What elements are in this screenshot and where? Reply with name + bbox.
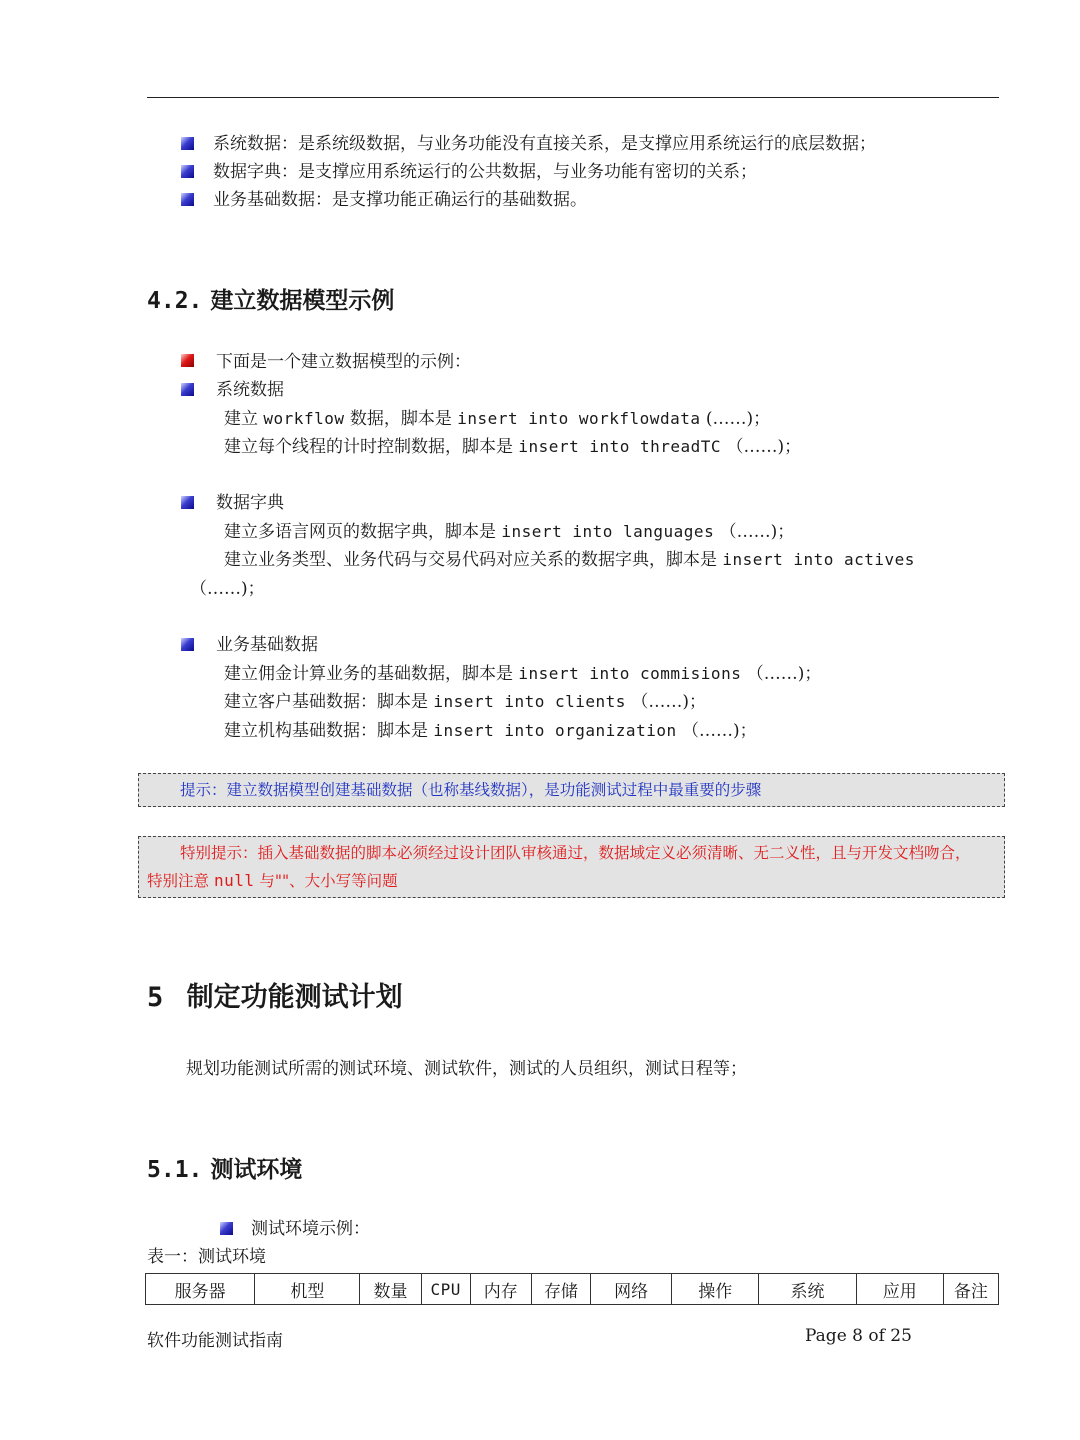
script-line: 建立客户基础数据：脚本是 insert into clients （……)； [224,692,706,712]
table-header-row [146,1274,999,1305]
bullet-square-icon [181,638,194,651]
footer-doc-title: 软件功能测试指南 [147,1331,283,1351]
script-line: 建立每个线程的计时控制数据，脚本是 insert into threadTC （……)； [224,437,802,457]
table-header-cell: CPU [421,1274,470,1305]
warning-text-line-1: 特别提示：插入基础数据的脚本必须经过设计团队审核通过，数据域定义必须清晰、无二义性，且与开发文档吻合， [180,844,971,862]
section-title: 建立数据模型示例 [210,287,395,314]
table-header-cell: 内存 [470,1274,531,1305]
header-rule [147,97,999,98]
bullet-square-icon [181,193,194,206]
bullet-square-icon [220,1222,233,1235]
warning-box [138,836,1005,898]
table-header-cell: 应用 [856,1274,943,1305]
section-number: 5 [147,982,164,1013]
script-line: 建立业务类型、业务代码与交易代码对应关系的数据字典，脚本是 insert into actives [224,550,915,570]
script-line: 建立 workflow 数据，脚本是 insert into workflowdata (……)； [224,409,771,429]
top-bullet-text: 系统数据：是系统级数据，与业务功能没有直接关系，是支撑应用系统运行的底层数据； [213,134,876,154]
env-example-label: 测试环境示例： [251,1219,370,1239]
script-line: 建立佣金计算业务的基础数据，脚本是 insert into commisions （……)； [224,664,822,684]
table-header-cell: 存储 [531,1274,590,1305]
footer-page-number: Page 8 of 25 [805,1326,912,1346]
table-header-cell: 服务器 [146,1274,255,1305]
section-heading-5 [147,975,403,1014]
bullet-square-icon [181,165,194,178]
section-title: 测试环境 [210,1156,303,1183]
bullet-square-icon [181,383,194,396]
bullet-square-red-icon [181,354,194,367]
section-heading-5-1 [147,1151,302,1184]
system-data-label: 系统数据 [216,380,284,400]
table-header-cell: 数量 [360,1274,421,1305]
warning-text-line-2: 特别注意 null 与""、大小写等问题 [147,871,398,890]
section-title: 制定功能测试计划 [186,982,403,1013]
tip-text: 提示：建立数据模型创建基础数据（也称基线数据），是功能测试过程中最重要的步骤 [180,781,762,799]
table-header-cell: 备注 [943,1274,998,1305]
table-header-cell: 系统 [759,1274,856,1305]
bullet-square-icon [181,496,194,509]
top-bullet-text: 数据字典：是支撑应用系统运行的公共数据，与业务功能有密切的关系； [213,162,757,182]
section-heading-4-2 [147,282,394,315]
business-data-label: 业务基础数据 [216,635,318,655]
script-line-continuation: （……)； [190,579,265,599]
section-number: 5.1. [147,1157,203,1183]
bullet-square-icon [181,137,194,150]
section-body-text: 规划功能测试所需的测试环境、测试软件，测试的人员组织，测试日程等； [186,1059,747,1079]
table-caption: 表一：测试环境 [147,1247,266,1267]
top-bullet-text: 业务基础数据：是支撑功能正确运行的基础数据。 [213,190,587,210]
test-environment-table [145,1273,999,1305]
tip-box [138,773,1005,807]
intro-text: 下面是一个建立数据模型的示例： [216,352,471,372]
dictionary-label: 数据字典 [216,493,284,513]
table-header-cell: 网络 [591,1274,672,1305]
section-number: 4.2. [147,288,203,314]
script-line: 建立机构基础数据：脚本是 insert into organization （……)； [224,721,757,741]
table-header-cell: 机型 [255,1274,360,1305]
script-line: 建立多语言网页的数据字典，脚本是 insert into languages （……)； [224,522,795,542]
table-header-cell: 操作 [672,1274,759,1305]
